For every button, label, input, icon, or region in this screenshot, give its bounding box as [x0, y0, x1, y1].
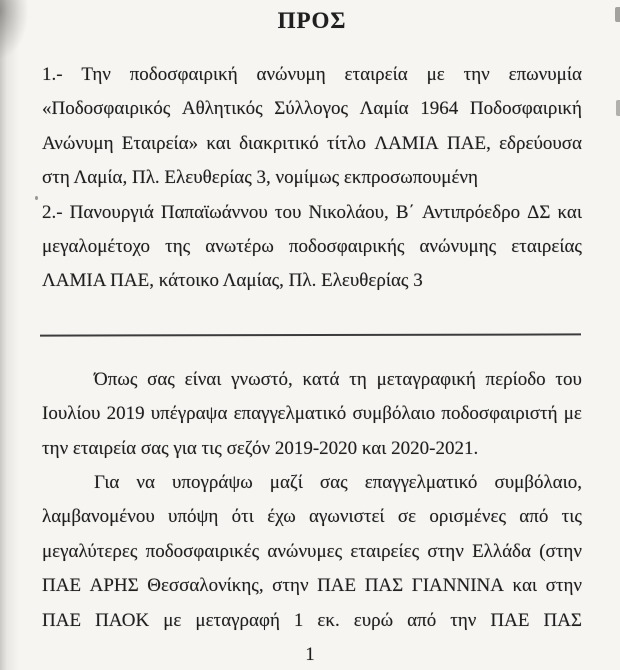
body-paragraph-2-line: μεγαλύτερες ποδοσφαιρικές ανώνυμες εταιρείες στην Ελλάδα (στην	[42, 540, 582, 562]
recipients-section	[42, 58, 582, 299]
scan-left-edge-shadow	[0, 0, 20, 670]
scan-right-edge-mark	[616, 100, 620, 116]
body-paragraph-1-line: Όπως σας είναι γνωστό, κατά τη μεταγραφική περίοδο του	[94, 368, 582, 390]
recipient-2-line: 2.- Πανουργιά Παπαϊωάννου του Νικολάου, Β΄ Αντιπρόεδρο ΔΣ και	[42, 201, 582, 223]
recipient-2-line: μεγαλομέτοχο της ανωτέρω ποδοσφαιρικής ανώνυμης εταιρείας	[42, 236, 582, 258]
recipient-1-line: «Ποδοσφαιρικός Αθλητικός Σύλλογος Λαμία 1964 Ποδοσφαιρική	[42, 98, 582, 120]
recipient-2-line: ΛΑΜΙΑ ΠΑΕ, κάτοικο Λαμίας, Πλ. Ελευθερίας 3	[42, 270, 423, 292]
body-paragraph-2-line: λαμβανομένου υπόψη ότι έχω αγωνιστεί σε ορισμένες από τις	[42, 506, 582, 528]
body-paragraph-1-line: Ιουλίου 2019 υπέγραψα επαγγελματικό συμβόλαιο ποδοσφαιριστή με	[42, 403, 582, 425]
scan-artifact-dot	[35, 196, 38, 200]
scan-corner-smudge	[0, 0, 28, 58]
body-paragraph-2-line: Για να υπογράψω μαζί σας επαγγελματικό συμβόλαιο,	[94, 472, 582, 494]
body-paragraph-1-line: την εταιρεία σας για τις σεζόν 2019-2020 και 2020-2021.	[42, 437, 479, 459]
document-title: ΠΡΟΣ	[277, 8, 347, 33]
recipient-1-line: 1.- Την ποδοσφαιρική ανώνυμη εταιρεία με την επωνυμία	[42, 64, 582, 85]
page-number: 1	[305, 644, 315, 666]
body-paragraph-2-line: ΠΑΕ ΠΑΟΚ με μεταγραφή 1 εκ. ευρώ από την ΠΑΕ ΠΑΣ	[42, 609, 582, 631]
body-section	[42, 363, 582, 638]
recipient-1-line: στη Λαμία, Πλ. Ελευθερίας 3, νομίμως εκπροσωπουμένη	[42, 167, 478, 189]
section-divider	[40, 333, 581, 336]
recipient-1-line: Ανώνυμη Εταιρεία» και διακριτικό τίτλο ΛΑΜΙΑ ΠΑΕ, εδρεύουσα	[42, 132, 582, 154]
body-paragraph-2-line: ΠΑΕ ΑΡΗΣ Θεσσαλονίκης, στην ΠΑΕ ΠΑΣ ΓΙΑΝΝΙΝΑ και στην	[42, 575, 582, 597]
scan-right-edge-mark	[615, 7, 620, 22]
